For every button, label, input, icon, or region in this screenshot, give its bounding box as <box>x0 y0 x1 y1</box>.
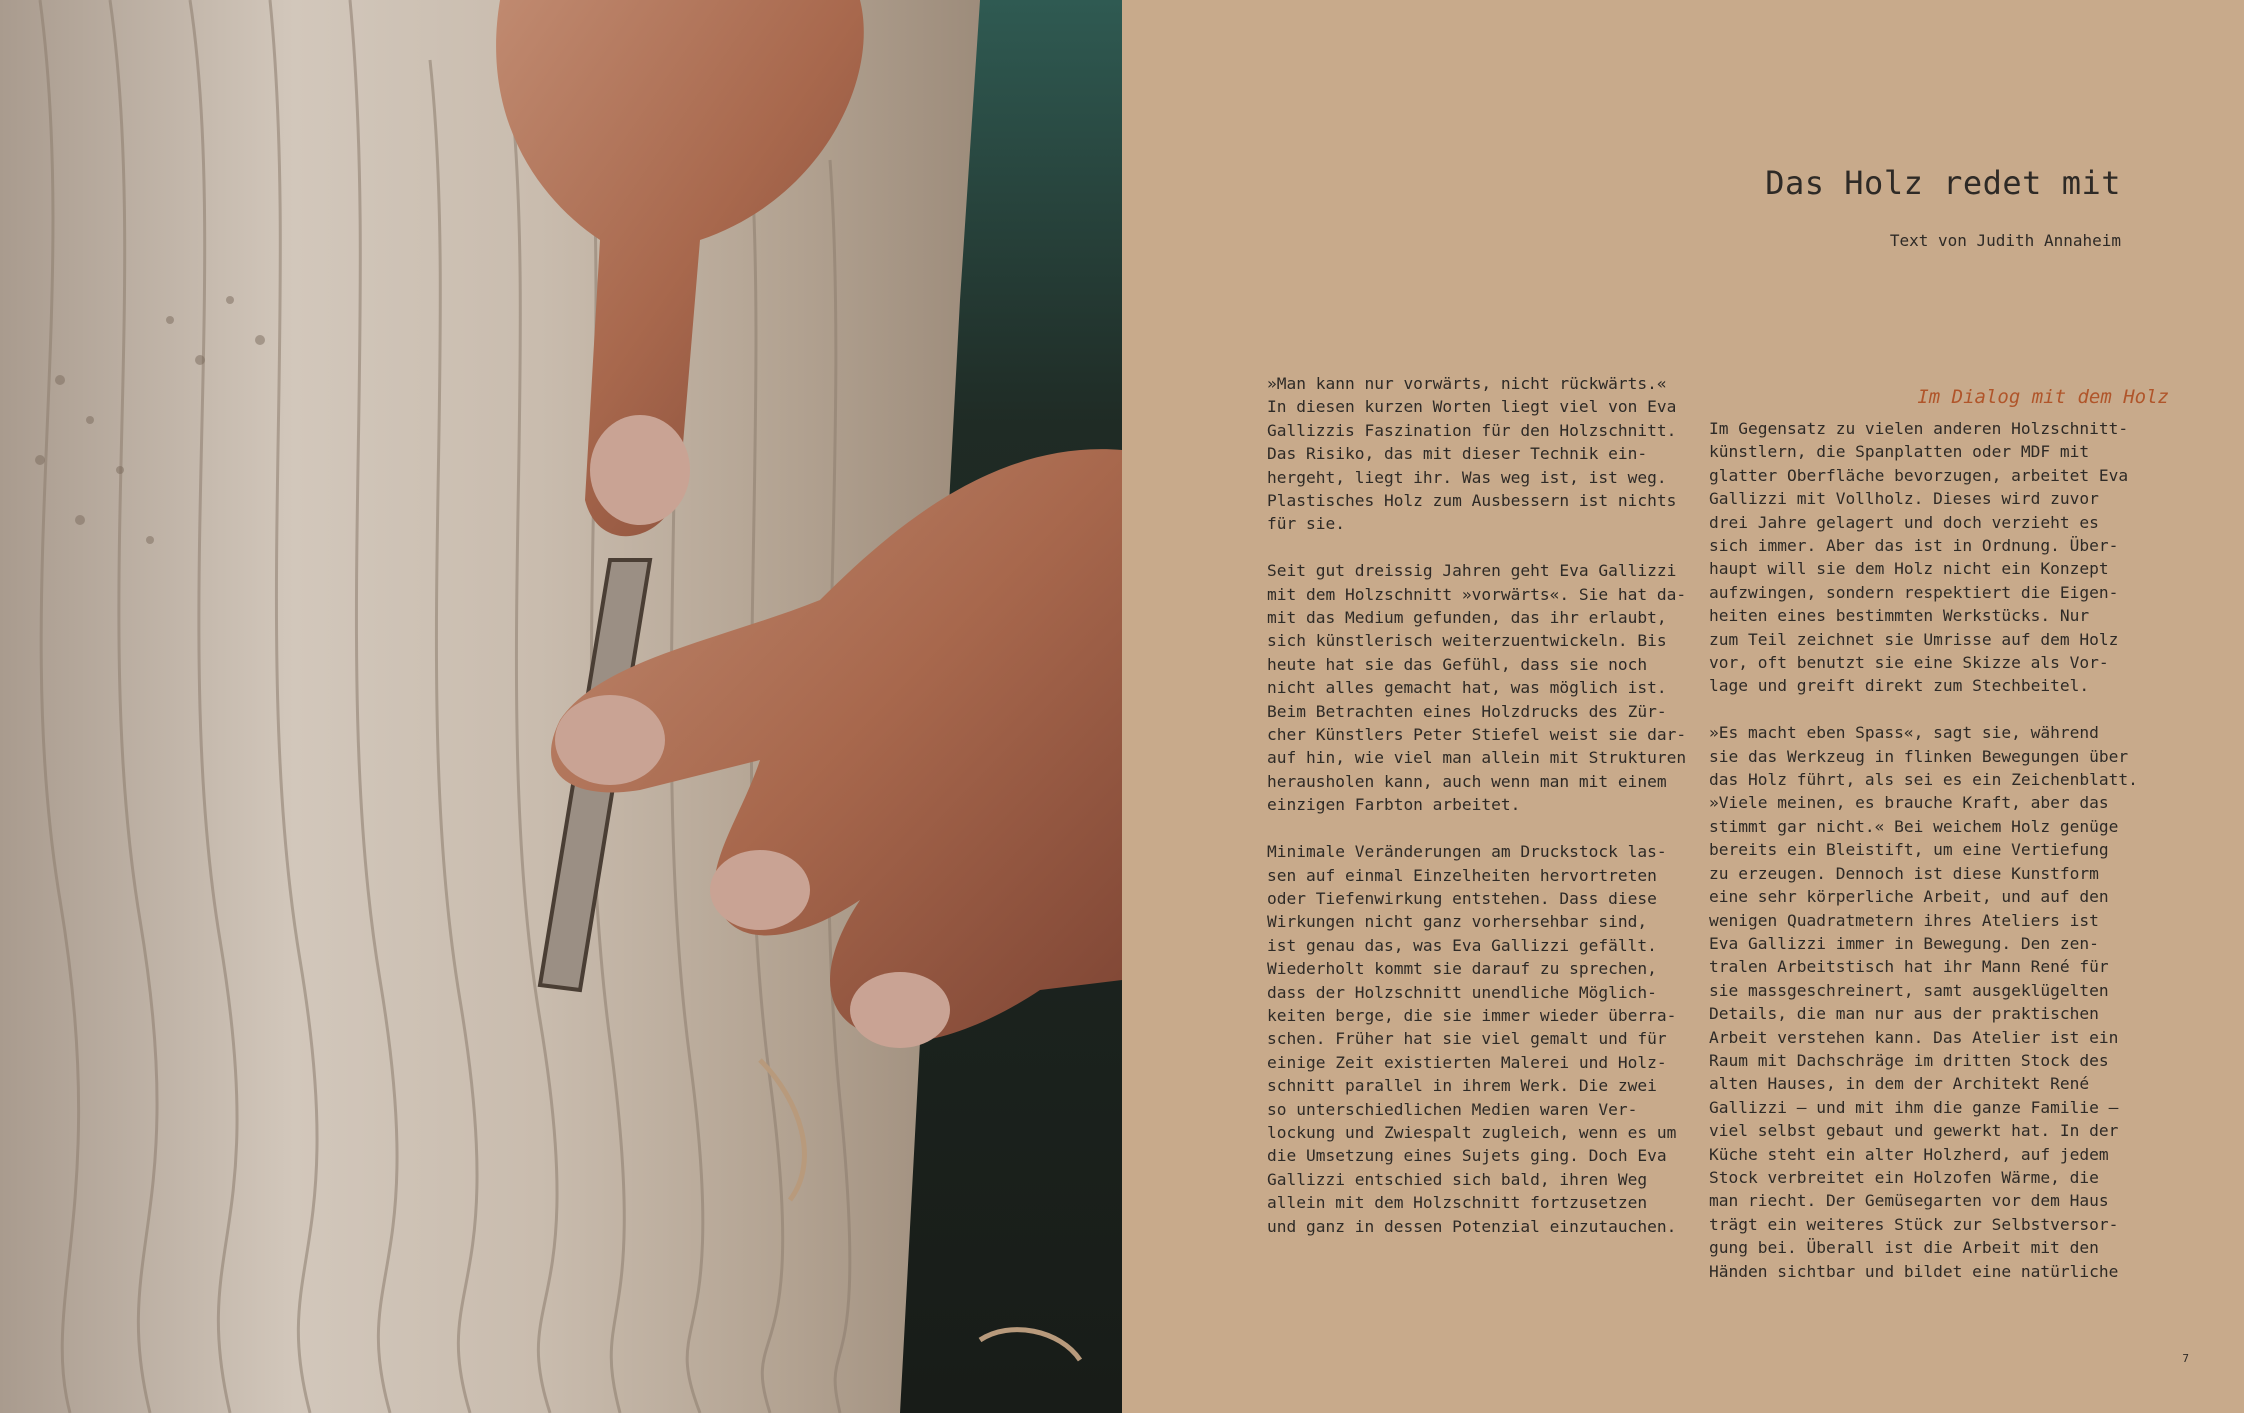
text-line: sie das Werkzeug in flinken Bewegungen über <box>1709 746 2129 766</box>
text-line: zum Teil zeichnet sie Umrisse auf dem Holz <box>1709 629 2119 649</box>
text-line: In diesen kurzen Worten liegt viel von Eva <box>1267 397 1677 417</box>
text-line: einige Zeit existierten Malerei und Holz- <box>1267 1052 1667 1072</box>
text-line: drei Jahre gelagert und doch verzieht es <box>1709 512 2099 532</box>
paragraph <box>1709 417 2129 698</box>
text-line: das Holz führt, als sei es ein Zeichenblatt. <box>1709 770 2138 790</box>
text-line: Seit gut dreissig Jahren geht Eva Gallizzi <box>1267 561 1677 581</box>
text-line: und ganz in dessen Potenzial einzutauchen. <box>1267 1216 1677 1236</box>
text-line: Stock verbreitet ein Holzofen Wärme, die <box>1709 1167 2099 1187</box>
text-line: alten Hauses, in dem der Architekt René <box>1709 1074 2090 1094</box>
text-line: »Man kann nur vorwärts, nicht rückwärts.« <box>1267 374 1667 393</box>
text-line: mit dem Holzschnitt »vorwärts«. Sie hat da- <box>1267 584 1687 604</box>
text-line: dass der Holzschnitt unendliche Möglich- <box>1267 982 1657 1002</box>
text-line: zu erzeugen. Dennoch ist diese Kunstform <box>1709 863 2099 883</box>
text-line: man riecht. Der Gemüsegarten vor dem Haus <box>1709 1191 2109 1211</box>
text-line: stimmt gar nicht.« Bei weichem Holz genüge <box>1709 816 2119 836</box>
text-line: herausholen kann, auch wenn man mit einem <box>1267 771 1667 791</box>
text-line: Raum mit Dachschräge im dritten Stock des <box>1709 1050 2109 1070</box>
text-line: hergeht, liegt ihr. Was weg ist, ist weg. <box>1267 467 1667 487</box>
text-line: heiten eines bestimmten Werkstücks. Nur <box>1709 606 2090 626</box>
text-line: auf hin, wie viel man allein mit Strukturen <box>1267 748 1687 768</box>
text-line: für sie. <box>1267 514 1345 534</box>
text-line: Gallizzi entschied sich bald, ihren Weg <box>1267 1169 1648 1189</box>
text-line: die Umsetzung eines Sujets ging. Doch Eva <box>1267 1146 1667 1166</box>
text-line: »Es macht eben Spass«, sagt sie, während <box>1709 723 2099 743</box>
text-line: trägt ein weiteres Stück zur Selbstversor- <box>1709 1214 2119 1234</box>
text-column-1 <box>1267 372 1687 1261</box>
page-number: 7 <box>2182 1352 2189 1365</box>
text-line: Minimale Veränderungen am Druckstock las- <box>1267 842 1667 862</box>
text-line: Gallizzis Faszination für den Holzschnitt. <box>1267 420 1677 440</box>
text-line: keiten berge, die sie immer wieder überra- <box>1267 1005 1677 1025</box>
article-title: Das Holz redet mit <box>1765 164 2121 202</box>
text-line: Küche steht ein alter Holzherd, auf jedem <box>1709 1144 2109 1164</box>
text-line: Plastisches Holz zum Ausbessern ist nichts <box>1267 491 1677 511</box>
text-line: Details, die man nur aus der praktischen <box>1709 1004 2099 1024</box>
text-line: tralen Arbeitstisch hat ihr Mann René für <box>1709 957 2109 977</box>
text-line: viel selbst gebaut und gewerkt hat. In der <box>1709 1121 2119 1141</box>
article-page <box>1122 0 2244 1413</box>
text-line: haupt will sie dem Holz nicht ein Konzept <box>1709 559 2109 579</box>
text-line: sich künstlerisch weiterzuentwickeln. Bis <box>1267 631 1667 651</box>
text-line: aufzwingen, sondern respektiert die Eigen- <box>1709 582 2119 602</box>
article-byline: Text von Judith Annaheim <box>1889 231 2121 250</box>
text-line: heute hat sie das Gefühl, dass sie noch <box>1267 654 1648 674</box>
text-line: Wirkungen nicht ganz vorhersehbar sind, <box>1267 912 1648 932</box>
text-line: lage und greift direkt zum Stechbeitel. <box>1709 676 2090 696</box>
text-line: schnitt parallel in ihrem Werk. Die zwei <box>1267 1076 1657 1096</box>
text-line: lockung und Zwiespalt zugleich, wenn es um <box>1267 1122 1677 1142</box>
text-line: Gallizzi mit Vollholz. Dieses wird zuvor <box>1709 489 2099 509</box>
text-line: oder Tiefenwirkung entstehen. Dass diese <box>1267 888 1657 908</box>
text-line: Das Risiko, das mit dieser Technik ein- <box>1267 444 1648 464</box>
text-line: »Viele meinen, es brauche Kraft, aber das <box>1709 793 2109 813</box>
paragraph <box>1267 840 1677 1238</box>
text-line: eine sehr körperliche Arbeit, und auf den <box>1709 887 2109 907</box>
paragraph <box>1267 559 1687 816</box>
text-line: künstlern, die Spanplatten oder MDF mit <box>1709 442 2090 462</box>
section-subheading: Im Dialog mit dem Holz <box>1917 386 2169 408</box>
text-line: sen auf einmal Einzelheiten hervortreten <box>1267 865 1657 885</box>
text-line: allein mit dem Holzschnitt fortzusetzen <box>1267 1193 1648 1213</box>
text-column-2 <box>1709 417 2138 1306</box>
text-line: Beim Betrachten eines Holzdrucks des Zür- <box>1267 701 1667 721</box>
text-line: cher Künstlers Peter Stiefel weist sie dar- <box>1267 725 1687 745</box>
text-line: mit das Medium gefunden, das ihr erlaubt, <box>1267 608 1667 628</box>
text-line: nicht alles gemacht hat, was möglich ist. <box>1267 678 1667 698</box>
text-line: sich immer. Aber das ist in Ordnung. Über- <box>1709 536 2119 556</box>
text-line: gung bei. Überall ist die Arbeit mit den <box>1709 1238 2099 1258</box>
text-line: Arbeit verstehen kann. Das Atelier ist ein <box>1709 1027 2119 1047</box>
text-line: bereits ein Bleistift, um eine Vertiefung <box>1709 840 2109 860</box>
text-line: ist genau das, was Eva Gallizzi gefällt. <box>1267 935 1657 955</box>
text-line: einzigen Farbton arbeitet. <box>1267 795 1521 815</box>
paragraph <box>1267 372 1677 536</box>
text-line: so unterschiedlichen Medien waren Ver- <box>1267 1099 1638 1119</box>
text-line: wenigen Quadratmetern ihres Ateliers ist <box>1709 910 2099 930</box>
text-line: Händen sichtbar und bildet eine natürliche <box>1709 1261 2119 1281</box>
text-line: vor, oft benutzt sie eine Skizze als Vor- <box>1709 653 2109 673</box>
text-line: sie massgeschreinert, samt ausgeklügelten <box>1709 980 2109 1000</box>
text-line: Im Gegensatz zu vielen anderen Holzschnitt- <box>1709 419 2129 438</box>
text-line: Eva Gallizzi immer in Bewegung. Den zen- <box>1709 933 2099 953</box>
text-line: Gallizzi – und mit ihm die ganze Familie – <box>1709 1097 2119 1117</box>
text-line: schen. Früher hat sie viel gemalt und für <box>1267 1029 1667 1049</box>
text-line: Wiederholt kommt sie darauf zu sprechen, <box>1267 959 1657 979</box>
paragraph <box>1709 721 2138 1283</box>
text-line: glatter Oberfläche bevorzugen, arbeitet Eva <box>1709 465 2129 485</box>
